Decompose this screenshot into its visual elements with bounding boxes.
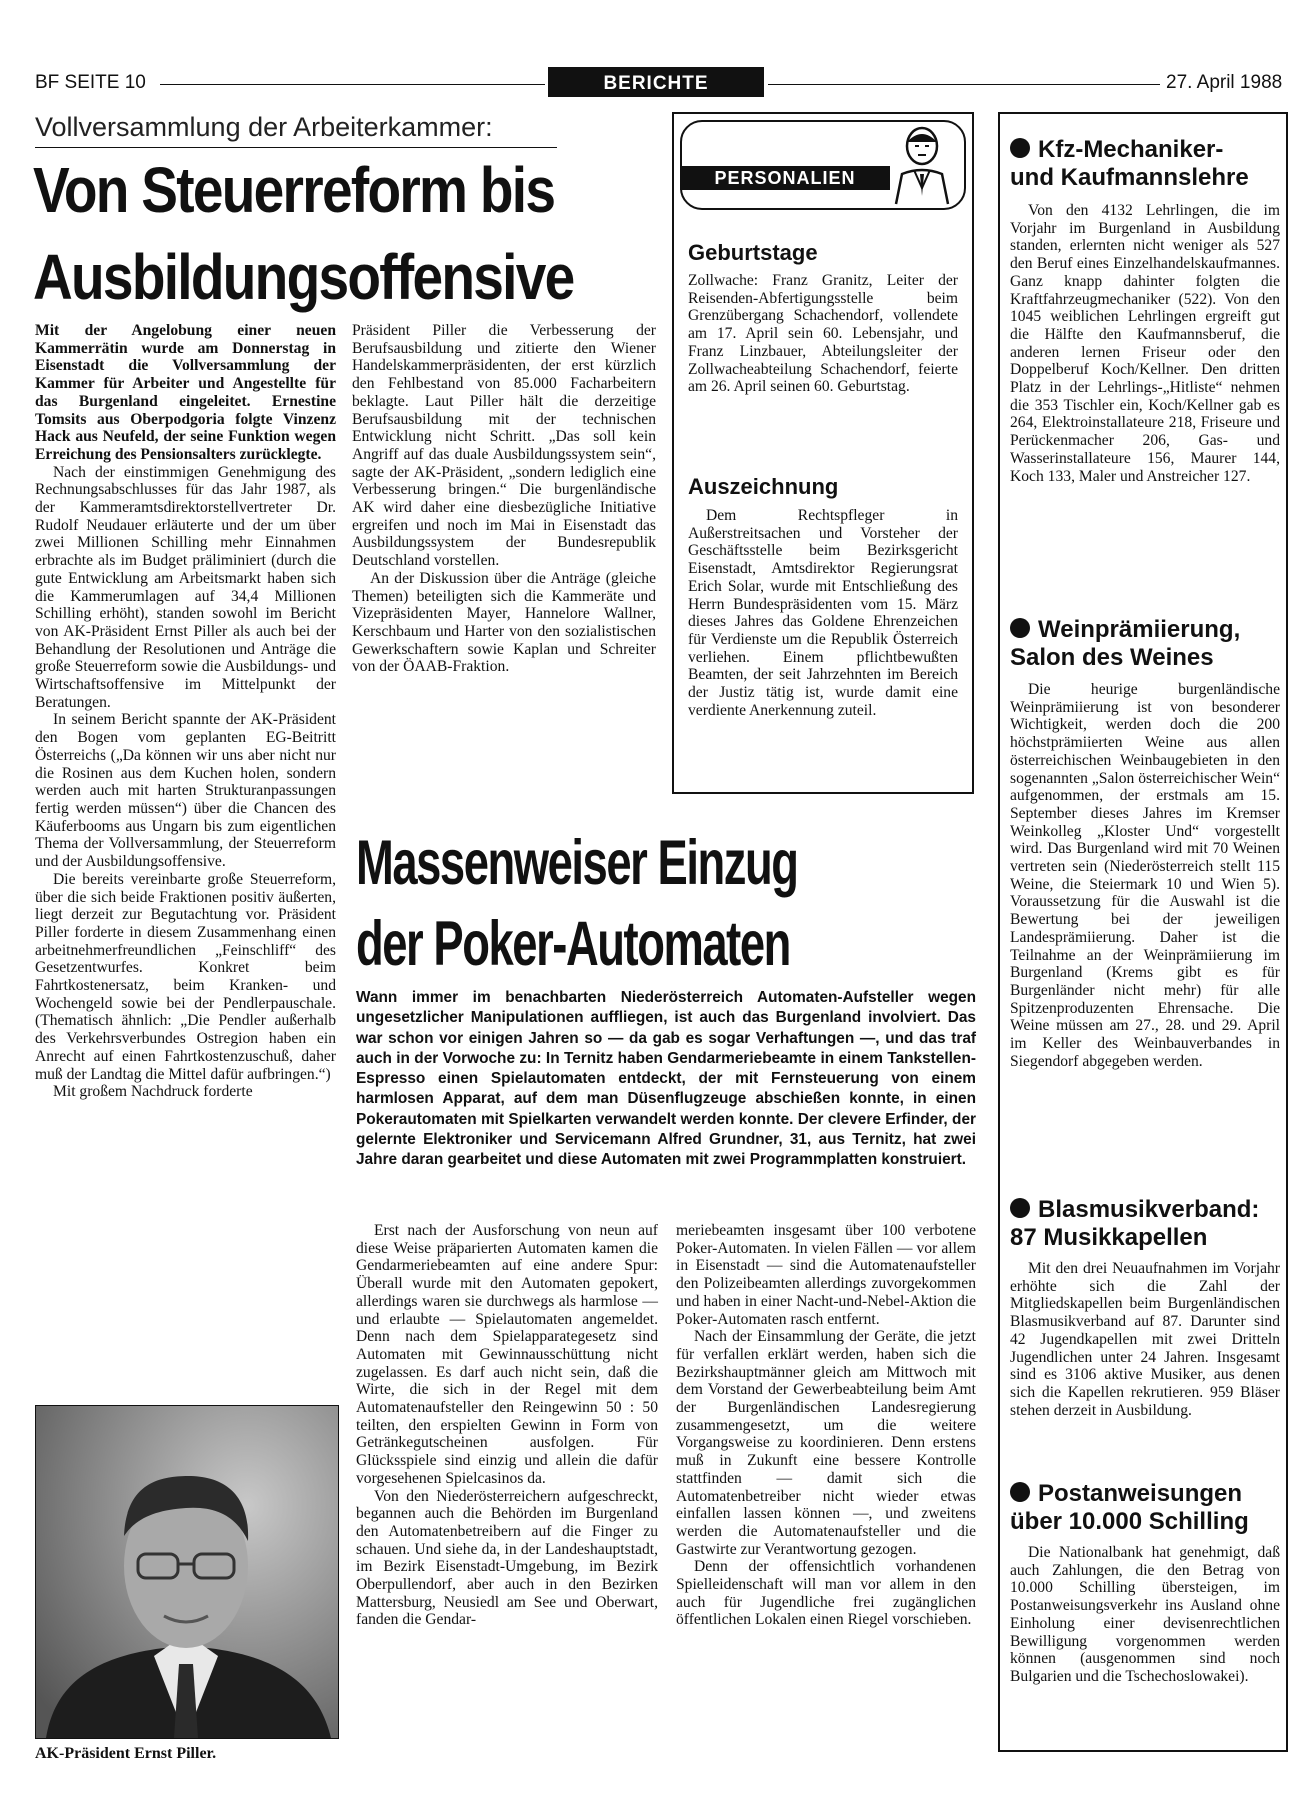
article1-paragraph: Die bereits vereinbarte große Steuerreform, über die sich beide Fraktionen positiv äußerten, liegt derzeit zur Begutachtung vor. Präsident Piller forderte in diesem Zusammenhang einen arbeitnehmerfreundlichen „Feinschliff“ des Gesetzentwurfes. Konkret beim Fahrtkostenersatz, beim Kranken- und Wochengeld sowie bei der Pendlerpauschale. (Thematisch ähnlich: „Die Pendler außerhalb des Verkehrsverbundes Ostregion haben ein Anrecht auf einen Fahrtkostenzuschuß, daher muß der Landtag die Mittel dafür aufbringen.“): [35, 870, 336, 1083]
article-headline-line2: Ausbildungsoffensive: [33, 241, 574, 313]
article2-headline-line1: Massenweiser Einzug: [356, 828, 798, 898]
personalien-banner: PERSONALIEN: [680, 166, 890, 190]
sidebar-item-title: Blasmusikverband: 87 Musikkapellen: [1010, 1196, 1260, 1251]
article1-paragraph: Nach der einstimmigen Genehmigung des Rechnungsabschlusses für das Jahr 1987, als der Kammeramtsdirektorstellvertreter Dr. Rudolf Neudauer erläuterte und der um über zwei Millionen Schilling mehr Einnahmen erbrachte als im Budget präliminiert (durch die gute Entwicklung am Arbeitsmarkt haben sich die Kammerumlagen auf 34,4 Millionen Schilling erhöht), standen sowohl im Bericht von AK-Präsident Ernst Piller als auch bei der Behandlung der Resolutionen und Anträge die große Steuerreform sowie die Ausbildungs- und Wirtschaftsoffensive im Mittelpunkt der Beratungen.: [35, 463, 336, 711]
article1-paragraph: In seinem Bericht spannte der AK-Präsident den Bogen vom geplanten EG-Beitritt Österreichs („Da können wir uns aber nicht nur die Rosinen aus dem Kuchen holen, sondern werden auch mit harten Strukturanpassungen fertig werden müssen“) über die Chancen des Käuferbooms aus Ungarn bis zum eigentlichen Thema der Vollversammlung, der Steuerreform und der Ausbildungsoffensive.: [35, 711, 336, 871]
sidebar-item-title: Kfz-Mechaniker- und Kaufmannslehre: [1010, 136, 1249, 191]
personalien-auszeichnung-text: Dem Rechtspfleger in Außerstreitsachen und Vorsteher der Geschäftsstelle beim Bezirksgericht Eisenstadt, Amtsdirektor Regierungsrat Erich Solar, wurde mit Entschließung des Herrn Bundespräsidenten vom 15. März dieses Jahres das Goldene Ehrenzeichen für Verdienste um die Republik Österreich verliehen. Einem pflichtbewußten Beamten, der seit Jahrzehnten im Bereich der Justiz tätig ist, wurde damit eine verdiente Anerkennung zuteil.: [688, 507, 958, 719]
personalien-box: [672, 112, 974, 794]
portrait-illustration: [36, 1406, 338, 1738]
page-number: BF SEITE 10: [35, 72, 146, 93]
article-kicker: Vollversammlung der Arbeiterkammer:: [35, 112, 493, 142]
article1-paragraph: Präsident Piller die Verbesserung der Berufsausbildung und zitierte den Wiener Handelskammerpräsidenten, der erst kürzlich den Fehlbestand von 85.000 Facharbeitern beklagte. Laut Piller hält die derzeitige Berufsausbildung mit der technischen Entwicklung nicht Schritt. „Das soll kein Angriff auf das duale Ausbildungssystem sein“, sagte der AK-Präsident, „sondern lediglich eine Verbesserung bringen.“ Die burgenländische AK wird daher eine diesbezügliche Initiative ergreifen und noch im Mai in Eisenstadt das Ausbildungssystem der Bundesrepublik Deutschland vorstellen.: [352, 322, 656, 570]
bullet-icon: [1010, 138, 1030, 158]
bullet-icon: [1010, 1482, 1030, 1502]
article1-column-1: [35, 322, 336, 1101]
article-headline-line1: Von Steuerreform bis: [33, 154, 555, 226]
article1-paragraph: An der Diskussion über die Anträge (gleiche Themen) beteiligten sich die Kammeräte und Vizepräsidenten Mayer, Hannelore Wallner, Kerschbaum und Harter von den sozialistischen Gewerkschaftern sowie Kaplan und Schreiter von der ÖAAB-Fraktion.: [352, 569, 656, 676]
sidebar-item-body: Die Nationalbank hat genehmigt, daß auch Zahlungen, die den Betrag von 10.000 Schilling übersteigen, im Postanweisungsverkehr ins Ausland ohne Einholung einer devisenrechtlichen Bewilligung vorgenommen werden können (ausgenommen sind noch Bulgarien und die Tschechoslowakei).: [1010, 1544, 1280, 1685]
sidebar-item-body: Von den 4132 Lehrlingen, die im Vorjahr im Burgenland in Ausbildung standen, erlernten nicht weniger als 527 den Beruf eines Einzelhandelskaufmannes. Ganz knapp dahinter folgten die Kraftfahrzeugmechaniker (522). Von den 1045 weiblichen Lehrlingen ergreift gut die Hälfte den Kaufmannsberuf, die anderen lernen Friseur oder den Doppelberuf Koch/Kellner. Den dritten Platz in der Lehrlings-„Hitliste“ nehmen die 353 Tischler ein, Koch/Kellner gab es 264, Elektroinstallateure 218, Friseure und Perückenmacher 206, Gas- und Wasserinstallateure 156, Maurer 144, Koch 133, Maler und Anstreicher 127.: [1010, 202, 1280, 485]
article2-paragraph: Denn der offensichtlich vorhandenen Spielleidenschaft will man vor allem in den auch für Jugendliche frei zugänglichen öffentlichen Lokalen einen Riegel vorschieben.: [676, 1558, 976, 1629]
article2-lead: Wann immer im benachbarten Niederösterreich Automaten-Aufsteller wegen ungesetzlicher Manipulationen auffliegen, ist auch das Burgenland involviert. Das war schon vor einigen Jahren so — da gab es sogar Verhaftungen —, und das traf auch in der Vorwoche zu: In Ternitz haben Gendarmeriebeamte in einem Tankstellen-Espresso einen Spielautomaten entdeckt, der mit Fernsteuerung von einem harmlosen Apparat, auf dem man Düsenflugzeuge abschießen konnte, in einen Pokerautomaten mit Spielkarten verwandelt werden konnte. Der clevere Erfinder, der gelernte Elektroniker und Servicemann Alfred Grundner, 31, aus Ternitz, hat zwei Jahre daran gearbeitet und diese Automaten mit zwei Programmplatten konstruiert.: [356, 989, 976, 1169]
sidebar-item-body: Die heurige burgenländische Weinprämiierung ist von besonderer Wichtigkeit, werden doch die 200 höchstprämiierten Weine aus allen österreichischen Weinbaugebieten in den sogenannten „Salon österreichischer Wein“ aufgenommen, der erstmals am 15. September dieses Jahres im Kremser Weinkolleg „Kloster Und“ vorgestellt wird. Das Burgenland wird mit 70 Weinen vertreten sein (Niederösterreich stellt 115 Weine, die Steiermark 10 und Wien 5). Voraussetzung für die Auswahl ist die Bewertung bei der jeweiligen Landesprämiierung. Daher ist die Teilnahme an der Weinprämiierung im Burgenland (Krems gibt es für Burgenländer nicht mehr) für alle Spitzenproduzenten Ehrensache. Die Weine müssen am 27., 28. und 29. April im Keller des Weinbauverbandes in Siegendorf abgegeben werden.: [1010, 681, 1280, 1070]
bullet-icon: [1010, 1198, 1030, 1218]
article2-paragraph: meriebeamten insgesamt über 100 verbotene Poker-Automaten. In vielen Fällen — vor allem in Eisenstadt — sind die Automatenaufsteller den Polizeibeamten allerdings zuvorgekommen und haben in einer Nacht-und-Nebel-Aktion die Poker-Automaten rasch entfernt.: [676, 1222, 976, 1328]
article2-paragraph: Nach der Einsammlung der Geräte, die jetzt für verfallen erklärt werden, haben sich die Bezirkshauptmänner gleich am Mittwoch mit dem Vorstand der Gewerbeabteilung beim Amt der Burgenländischen Landesregierung zusammengesetzt, um die weitere Vorgangsweise zu koordinieren. Denn erstens muß in Zukunft eine bessere Kontrolle stattfinden — damit sich die Automatenbetreiber nicht wieder etwas einfallen lassen können —, und zweitens werden die Automatenaufsteller und die Gastwirte zur Verantwortung gezogen.: [676, 1328, 976, 1558]
personalien-geburtstage-text: Zollwache: Franz Granitz, Leiter der Reisenden-Abfertigungsstelle beim Grenzübergang Schachendorf, vollendete am 17. April sein 60. Lebensjahr, und Franz Linzbauer, Abteilungsleiter der Zollwacheabteilung Schachendorf, feierte am 26. April seinen 60. Geburtstag.: [688, 272, 958, 396]
section-label: BERICHTE: [548, 67, 764, 97]
page-date: 27. April 1988: [1166, 72, 1283, 93]
kicker-rule: [35, 147, 557, 148]
article1-paragraph: Mit großem Nachdruck forderte: [53, 1083, 253, 1101]
article2-column-2: [676, 1222, 976, 1629]
personalien-heading-auszeichnung: Auszeichnung: [688, 474, 839, 499]
sidebar-box: [998, 112, 1288, 1752]
personalien-heading-geburtstage: Geburtstage: [688, 240, 818, 265]
article1-column-2: [352, 322, 656, 676]
article2-paragraph: Erst nach der Ausforschung von neun auf diese Weise präparierten Automaten kamen die Gendarmeriebeamten auf eine andere Spur: Überall wurde mit den Automaten gepokert, allerdings waren sie durchwegs als harmlose — und erlaubte — Spielautomaten angemeldet. Denn nach dem Spielapparategesetz sind Automaten mit Gewinnausschüttung nicht zugelassen. Es darf auch nicht sein, daß die Wirte, die sich in der Regel mit dem Automatenaufsteller den Reingewinn 50 : 50 teilten, den erspielten Gewinn in Form von Getränkegutscheinen ausfolgen. Für Glücksspiele sind einzig und allein die dafür vorgesehenen Spielcasinos da.: [356, 1222, 658, 1487]
sidebar-item-body: Mit den drei Neuaufnahmen im Vorjahr erhöhte sich die Zahl der Mitgliedskapellen beim Burgenländischen Blasmusikverband auf 87. Darunter sind 42 Jugendkapellen mit zwei Dritteln Jugendlichen unter 24 Jahren. Insgesamt sind es 3106 aktive Musiker, aus denen sich die Kapellen rekrutieren. 959 Bläser stehen derzeit in Ausbildung.: [1010, 1260, 1280, 1419]
header-rule-left: [160, 84, 545, 85]
article1-lead-paragraph: Mit der Angelobung einer neuen Kammerrätin wurde am Donnerstag in Eisenstadt die Vollversammlung der Kammer für Arbeiter und Angestellte für das Burgenland eingeleitet. Ernestine Tomsits aus Oberpodgoria folgte Vinzenz Hack aus Neufeld, der seine Funktion wegen Erreichung des Pensionsalters zurücklegte.: [35, 322, 336, 463]
article2-paragraph: Von den Niederösterreichern aufgeschreckt, begannen auch die Behörden im Burgenland den Automatenbetreibern auf die Finger zu schauen. Und siehe da, in der Landeshauptstadt, im Bezirk Eisenstadt-Umgebung, im Bezirk Oberpullendorf, aber auch in den Bezirken Mattersburg, Neusiedl am See und Oberwart, fanden die Gendar-: [356, 1487, 658, 1629]
photo-caption: AK-Präsident Ernst Piller.: [35, 1745, 217, 1762]
article2-column-1: [356, 1222, 658, 1629]
sidebar-item-title: Postanweisungen über 10.000 Schilling: [1010, 1480, 1249, 1535]
bullet-icon: [1010, 618, 1030, 638]
portrait-photo: [35, 1405, 339, 1739]
article2-headline-line2: der Poker-Automaten: [356, 909, 790, 979]
header-rule-right: [768, 84, 1160, 85]
sidebar-item-title: Weinprämiierung, Salon des Weines: [1010, 616, 1241, 671]
person-icon: [892, 124, 952, 212]
